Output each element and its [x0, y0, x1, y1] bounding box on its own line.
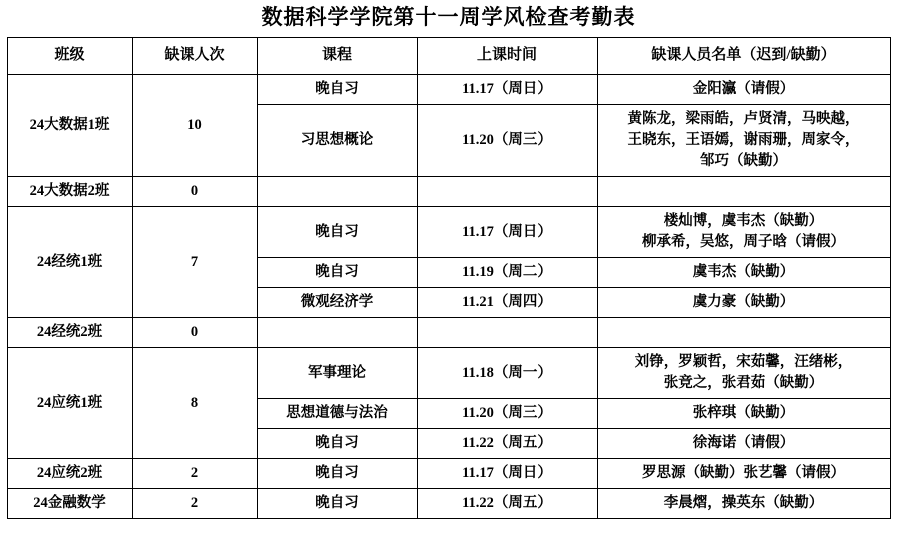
cell-course: 晚自习: [257, 258, 417, 288]
cell-absence-count: 2: [132, 459, 257, 489]
table-header-row: [7, 38, 890, 75]
column-header-names: 缺课人员名单（迟到/缺勤）: [597, 38, 890, 75]
cell-absent-names: [597, 429, 890, 459]
cell-time: 11.21（周四）: [417, 288, 597, 318]
table-row: [7, 348, 890, 399]
column-header-count: 缺课人次: [132, 38, 257, 75]
cell-course: [257, 177, 417, 207]
cell-time: 11.22（周五）: [417, 429, 597, 459]
cell-class: 24经统1班: [7, 207, 132, 318]
column-header-course: 课程: [257, 38, 417, 75]
cell-absence-count: 0: [132, 177, 257, 207]
cell-time: 11.20（周三）: [417, 399, 597, 429]
cell-absence-count: 7: [132, 207, 257, 318]
cell-course: 习思想概论: [257, 105, 417, 177]
absent-name-line: 徐海诺（请假）: [692, 435, 795, 452]
absent-name-line: 邹巧（缺勤）: [700, 153, 787, 170]
cell-absent-names: [597, 318, 890, 348]
table-row: [7, 318, 890, 348]
cell-absence-count: 2: [132, 489, 257, 519]
cell-course: 思想道德与法治: [257, 399, 417, 429]
absent-name-line: 虞韦杰（缺勤）: [692, 264, 795, 281]
table-row: [7, 207, 890, 258]
cell-class: 24大数据1班: [7, 75, 132, 177]
absent-name-line: 罗思源（缺勤）张艺馨（请假）: [642, 465, 845, 482]
absent-name-line: 刘铮，罗颖哲，宋茹馨，汪绪彬，: [634, 354, 853, 371]
column-header-class: 班级: [7, 38, 132, 75]
cell-absence-count: 10: [132, 75, 257, 177]
cell-class: 24金融数学: [7, 489, 132, 519]
cell-absent-names: [597, 75, 890, 105]
attendance-table: [7, 37, 891, 519]
cell-class: 24经统2班: [7, 318, 132, 348]
absent-name-line: 楼灿博，虞韦杰（缺勤）: [663, 213, 824, 230]
column-header-time: 上课时间: [417, 38, 597, 75]
table-row: [7, 489, 890, 519]
page-title: 数据科学学院第十一周学风检查考勤表: [261, 5, 636, 29]
cell-class: 24应统1班: [7, 348, 132, 459]
cell-time: [417, 318, 597, 348]
cell-absent-names: [597, 207, 890, 258]
cell-time: 11.19（周二）: [417, 258, 597, 288]
cell-time: 11.17（周日）: [417, 75, 597, 105]
cell-course: 晚自习: [257, 75, 417, 105]
table-row: [7, 177, 890, 207]
table-row: [7, 75, 890, 105]
absent-name-line: 柳承希，吴悠，周子晗（请假）: [642, 234, 845, 251]
cell-time: 11.22（周五）: [417, 489, 597, 519]
cell-course: 晚自习: [257, 429, 417, 459]
cell-course: 晚自习: [257, 489, 417, 519]
cell-course: 晚自习: [257, 459, 417, 489]
table-header: [7, 38, 890, 75]
cell-time: [417, 177, 597, 207]
cell-class: 24大数据2班: [7, 177, 132, 207]
cell-time: 11.18（周一）: [417, 348, 597, 399]
absent-name-line: 王晓东，王语嫣，谢雨珊，周家令，: [627, 132, 860, 149]
cell-class: 24应统2班: [7, 459, 132, 489]
absent-name-line: 虞力豪（缺勤）: [692, 294, 795, 311]
cell-time: 11.20（周三）: [417, 105, 597, 177]
cell-course: 晚自习: [257, 207, 417, 258]
absent-name-line: 张梓琪（缺勤）: [692, 405, 795, 422]
absent-name-line: 金阳瀛（请假）: [692, 81, 795, 98]
cell-absent-names: [597, 459, 890, 489]
table-row: [7, 459, 890, 489]
absent-name-line: 张竞之，张君茹（缺勤）: [663, 375, 824, 392]
cell-time: 11.17（周日）: [417, 459, 597, 489]
cell-absent-names: [597, 105, 890, 177]
absent-name-line: 李晨熠，操英东（缺勤）: [663, 495, 824, 512]
cell-absent-names: [597, 348, 890, 399]
cell-absent-names: [597, 258, 890, 288]
cell-absent-names: [597, 288, 890, 318]
absent-name-line: 黄陈龙，梁雨皓，卢贤清，马映越，: [627, 111, 860, 128]
cell-course: [257, 318, 417, 348]
cell-course: 微观经济学: [257, 288, 417, 318]
cell-absent-names: [597, 489, 890, 519]
cell-absent-names: [597, 177, 890, 207]
cell-course: 军事理论: [257, 348, 417, 399]
cell-time: 11.17（周日）: [417, 207, 597, 258]
cell-absence-count: 8: [132, 348, 257, 459]
cell-absent-names: [597, 399, 890, 429]
table-body: [7, 75, 890, 519]
cell-absence-count: 0: [132, 318, 257, 348]
